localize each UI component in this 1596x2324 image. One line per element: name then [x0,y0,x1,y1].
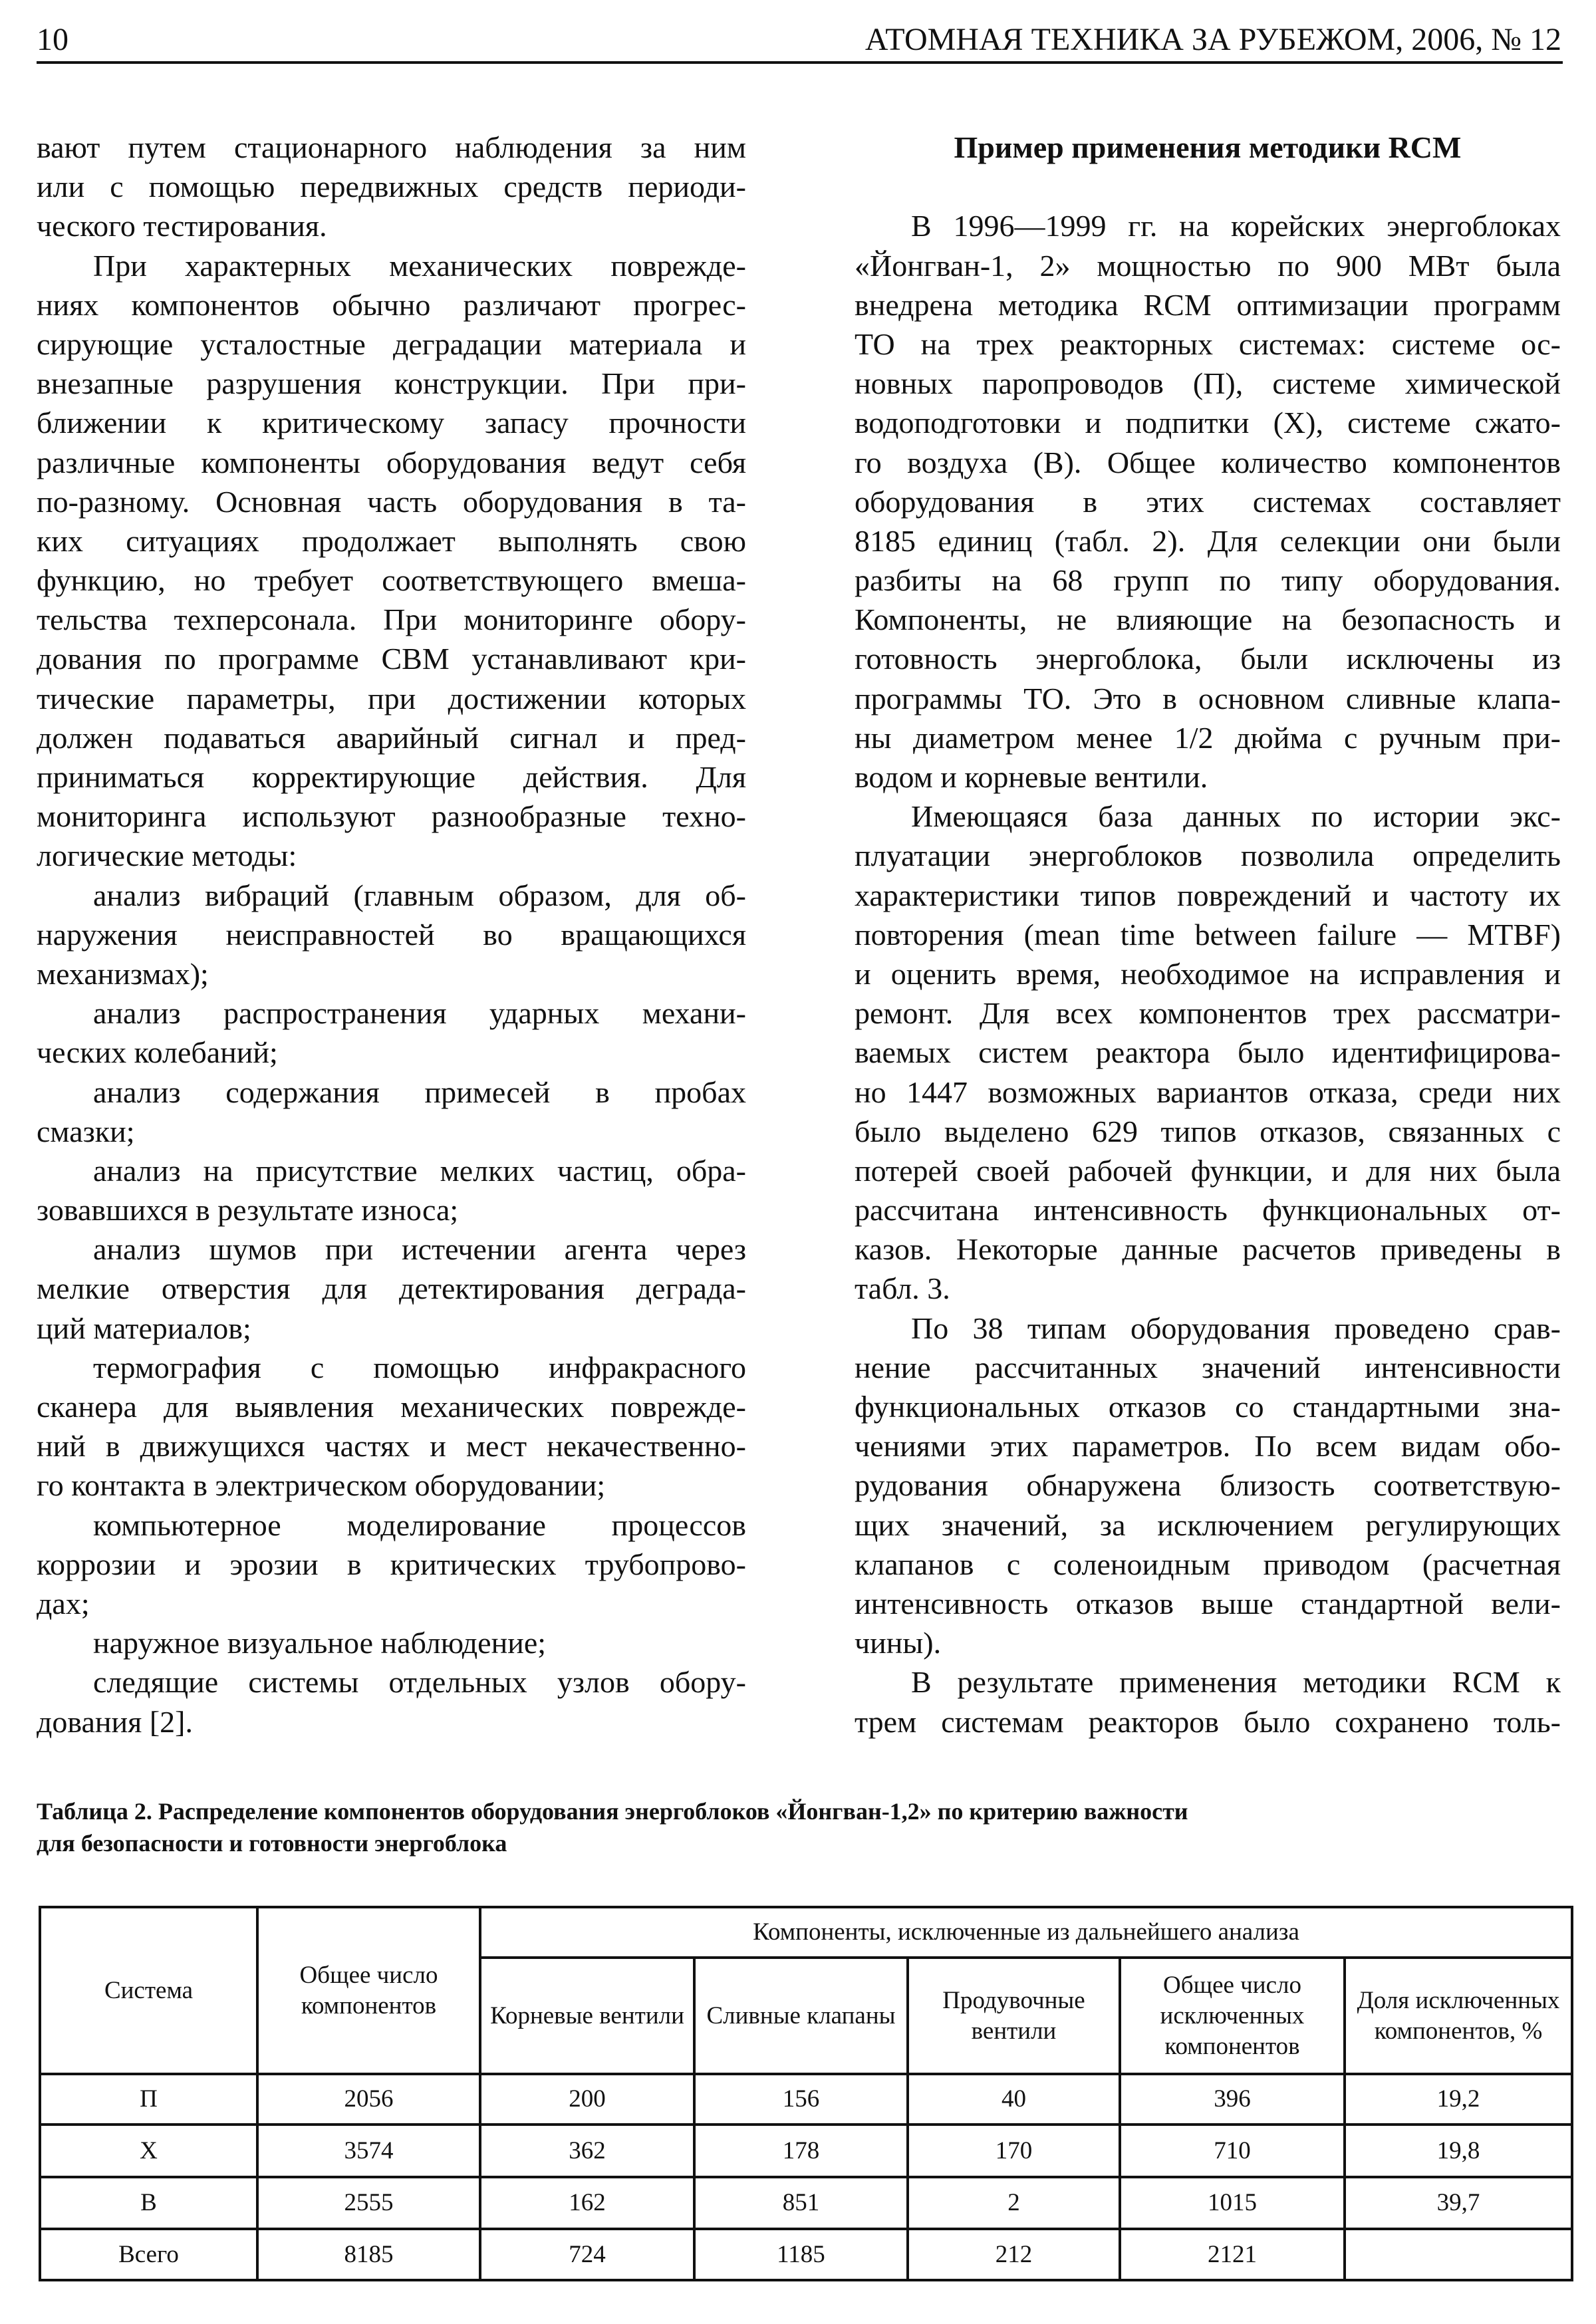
text-line: наружения неисправностей во вращающихся [37,917,746,952]
table-cell: 170 [908,2125,1120,2177]
text-line: ТО на трех реакторных системах: системе ос- [855,326,1561,361]
text-line: мониторинга используют разнообразные техно- [37,799,746,834]
page-number: 10 [37,22,68,57]
table-cell: 19,8 [1345,2125,1572,2177]
table-cell: Всего [40,2229,257,2280]
table-cell: 724 [480,2229,694,2280]
caption-line: для безопасности и готовности энергоблока [37,1830,507,1857]
text-line: тические параметры, при достижении которых [37,681,746,715]
table-caption [37,1795,1566,1859]
text-line: плуатации энергоблоков позволила определить [855,839,1561,873]
text-line: водоподготовки и подпитки (Х), системе сжато- [855,406,1561,440]
text-line: ций материалов; [37,1311,251,1345]
text-line: и оценить время, необходимое на исправления и [855,956,1561,991]
table-cell: 162 [480,2177,694,2229]
text-line: функциональных отказов со стандартными зна- [855,1390,1561,1424]
header-rule [37,61,1563,64]
table-cell: 851 [694,2177,908,2229]
text-line: различные компоненты оборудования ведут себя [37,445,746,479]
text-line: внедрена методика RCM оптимизации программ [855,287,1561,322]
right-column [855,128,1561,1742]
text-line: интенсивность отказов выше стандартной вели- [855,1586,1561,1620]
text-line: дах; [37,1586,90,1620]
table-cell: 1185 [694,2229,908,2280]
table-cell: 8185 [257,2229,480,2280]
table-cell: 200 [480,2074,694,2125]
text-line: чениями этих параметров. По всем видам обо- [855,1429,1561,1464]
text-line: казов. Некоторые данные расчетов приведены в [855,1232,1561,1267]
text-line: нение рассчитанных значений интенсивности [855,1350,1561,1384]
text-line: дования по программе СВМ устанавливают кри- [37,642,746,676]
text-line: внезапные разрушения конструкции. При при- [37,366,746,401]
text-line: должен подаваться аварийный сигнал и пред- [37,720,746,755]
text-line: ближении к критическому запасу прочности [37,406,746,440]
header-sub: Доля исключенных компонентов, % [1345,1958,1572,2074]
text-line: мелкие отверстия для детектирования деграда- [37,1271,746,1306]
text-line: механизмах); [37,956,209,991]
header-total: Общее число компонентов [257,1907,480,2074]
text-line: ны диаметром менее 1/2 дюйма с ручным при- [855,720,1561,755]
table-cell: 1015 [1120,2177,1345,2229]
text-line: анализ содержания примесей в пробах [93,1075,746,1109]
journal-title: АТОМНАЯ ТЕХНИКА ЗА РУБЕЖОМ, 2006, № 12 [864,22,1561,57]
text-line: сирующие усталостные деградации материала и [37,326,746,361]
table-cell: 19,2 [1345,2074,1572,2125]
text-line: Имеющаяся база данных по истории экс- [911,799,1561,834]
table-cell: 396 [1120,2074,1345,2125]
text-line: В 1996—1999 гг. на корейских энергоблоках [911,209,1561,243]
table-cell: 362 [480,2125,694,2177]
text-line: анализ на присутствие мелких частиц, обра- [93,1153,746,1188]
text-line: сканера для выявления механических поврежде- [37,1390,746,1424]
text-line: В результате применения методики RCM к [911,1665,1561,1700]
text-line: ких ситуациях продолжает выполнять свою [37,523,746,558]
text-line: готовность энергоблока, были исключены из [855,642,1561,676]
components-table [39,1906,1573,2281]
text-line: компьютерное моделирование процессов [93,1507,746,1542]
text-line: Компоненты, не влияющие на безопасность и [855,602,1561,637]
header-excluded-group: Компоненты, исключенные из дальнейшего анализа [480,1907,1572,1958]
text-line: но 1447 возможных вариантов отказа, среди них [855,1075,1561,1109]
text-line: ваемых систем реактора было идентифицирова- [855,1035,1561,1070]
text-line: табл. 3. [855,1271,950,1306]
text-line: было выделено 629 типов отказов, связанных с [855,1114,1561,1148]
text-line: программы ТО. Это в основном сливные клапа- [855,681,1561,715]
table-row [40,2229,1572,2280]
text-line: анализ распространения ударных механи- [93,996,746,1031]
text-line: смазки; [37,1114,135,1148]
caption-line: Таблица 2. Распределение компонентов оборудования энергоблоков «Йонгван-1,2» по критерию важности [37,1798,1188,1825]
table-cell: 3574 [257,2125,480,2177]
text-line: анализ вибраций (главным образом, для об- [93,878,746,912]
table-row [40,2074,1572,2125]
table-row [40,2177,1572,2229]
text-line: функцию, но требует соответствующего вмеша- [37,563,746,598]
left-column [37,128,746,1742]
text-line: вают путем стационарного наблюдения за ним [37,130,746,164]
text-line: чины). [855,1626,942,1660]
table-cell: Х [40,2125,257,2177]
header-sub: Продувочные вентили [908,1958,1120,2074]
table-cell: 2555 [257,2177,480,2229]
text-line: По 38 типам оборудования проведено срав- [911,1311,1561,1345]
header-sub: Общее число исключенных компонентов [1120,1958,1345,2074]
text-line: наружное визуальное наблюдение; [93,1626,547,1660]
table-cell: 2121 [1120,2229,1345,2280]
table-cell: 156 [694,2074,908,2125]
text-line: характеристики типов повреждений и частоту их [855,878,1561,912]
text-line: «Йонгван-1, 2» мощностью по 900 МВт была [855,248,1561,283]
text-line: 8185 единиц (табл. 2). Для селекции они были [855,523,1561,558]
text-line: следящие системы отдельных узлов обору- [93,1665,746,1700]
text-line: термография с помощью инфракрасного [93,1350,746,1384]
text-line: ческого тестирования. [37,209,327,243]
text-line: ремонт. Для всех компонентов трех рассматри- [855,996,1561,1031]
text-line: приниматься корректирующие действия. Для [37,760,746,794]
text-line: ниях компонентов обычно различают прогрес- [37,287,746,322]
header-system: Система [40,1907,257,2074]
text-line: тельства техперсонала. При мониторинге обору- [37,602,746,637]
text-line: зовавшихся в результате износа; [37,1193,459,1227]
text-line: рассчитана интенсивность функциональных от- [855,1193,1561,1227]
table-cell: 178 [694,2125,908,2177]
header-sub: Корневые вентили [480,1958,694,2074]
text-line: повторения (mean time between failure — MTBF) [855,917,1561,952]
text-line: по-разному. Основная часть оборудования в та- [37,484,746,519]
text-line: рудования обнаружена близость соответствую- [855,1468,1561,1503]
table-cell: 2 [908,2177,1120,2229]
table-cell [1345,2229,1572,2280]
text-line: или с помощью передвижных средств периоди- [37,170,746,204]
text-line: дования [2]. [37,1704,193,1739]
text-line: трем системам реакторов было сохранено толь- [855,1704,1561,1739]
table-cell: 710 [1120,2125,1345,2177]
text-line: новных паропроводов (П), системе химической [855,366,1561,401]
text-line: водом и корневые вентили. [855,760,1208,794]
text-line: го воздуха (В). Общее количество компонентов [855,445,1561,479]
header-sub: Сливные клапаны [694,1958,908,2074]
section-heading: Пример применения методики RCM [954,130,1462,164]
text-line: щих значений, за исключением регулирующих [855,1507,1561,1542]
table-cell: В [40,2177,257,2229]
table-cell: 212 [908,2229,1120,2280]
text-line: клапанов с соленоидным приводом (расчетная [855,1547,1561,1581]
text-line: оборудования в этих системах составляет [855,484,1561,519]
text-line: коррозии и эрозии в критических трубопрово- [37,1547,746,1581]
table-cell: 40 [908,2074,1120,2125]
table-cell: 39,7 [1345,2177,1572,2229]
text-line: ческих колебаний; [37,1035,278,1070]
text-line: анализ шумов при истечении агента через [93,1232,746,1267]
text-line: логические методы: [37,839,297,873]
text-line: ний в движущихся частях и мест некачественно- [37,1429,746,1464]
table-cell: П [40,2074,257,2125]
table-row [40,2125,1572,2177]
table-cell: 2056 [257,2074,480,2125]
text-line: разбиты на 68 групп по типу оборудования. [855,563,1561,598]
text-line: При характерных механических поврежде- [93,248,746,283]
text-line: потерей своей рабочей функции, и для них была [855,1153,1561,1188]
text-line: го контакта в электрическом оборудовании; [37,1468,606,1503]
